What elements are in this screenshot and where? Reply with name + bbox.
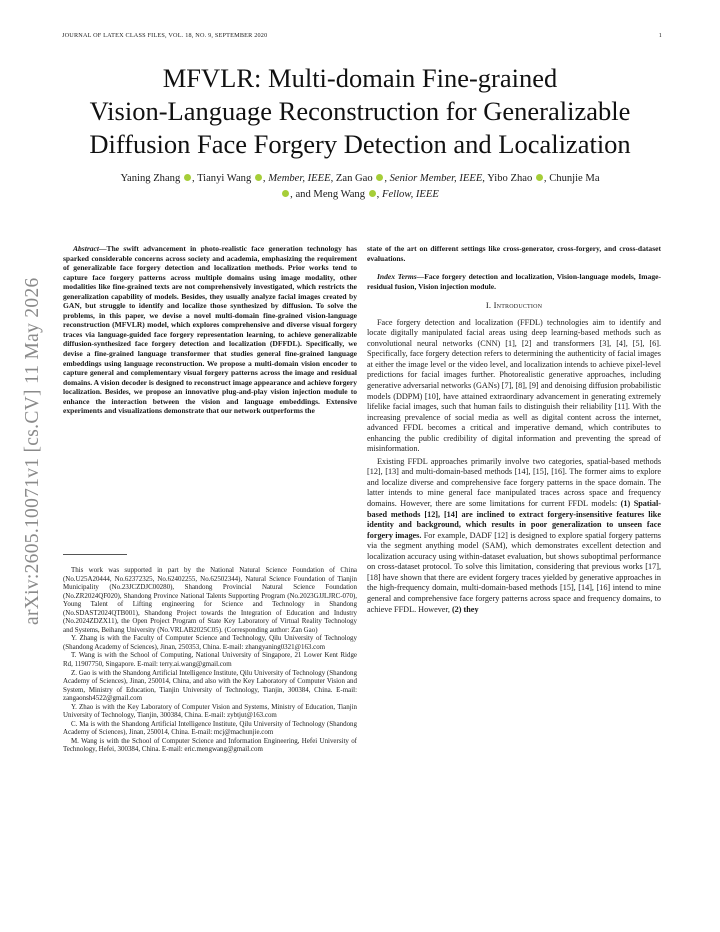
affiliation-note: Z. Gao is with the Shandong Artificial Intelligence Institute, Qilu University of Technology (Shandong Academy of Sciences), Jinan, 250014, China, and also with the Key Laboratory of Computer Vision and System, Ministry of Education, Tianjin University of Technology, Tianjin, 300384, China. E-mail: zangaonsh4522@gmail.com (63, 668, 357, 703)
author-list (90, 171, 630, 202)
intro-paragraph: Existing FFDL approaches primarily involve two categories, spatial-based methods [12], [13] and multi-domain-based methods [14], [15], [16]. The former aims to explore and localize diverse and comprehensive face forgery patterns in the space domain. The latter intends to mine general face manipulated traces across space and frequency domains. However, there are some limitations for current FFDL models: (1) Spatial-based methods [12], [14] are inclined to extract forgery-insensitive features like identity and background, which results in poor generalization to unseen face forgery images. For example, DADF [12] is designed to explore spatial forgery patterns via the segment anything model (SAM), which demonstrates excellent detection and localization accuracy using within-dataset evaluation, but shows suboptimal performance on cross-dataset protocol. To solve this limitation, considering that previous works [17], [18] have shown that there are evident forgery traces yielded by generative approaches in the high-frequency domain, multi-domain-based methods [15], [14], [16] intend to mine general and comprehensive face forgery patterns across space and frequency domains, to achieve FFDL. However, (2) they (367, 456, 661, 614)
footnote-divider (63, 554, 127, 555)
footnotes (63, 566, 357, 754)
abstract-label: Abstract (73, 244, 99, 253)
author: Zan Gao , Senior Member, IEEE, (335, 173, 485, 184)
title-line-3: Diffusion Face Forgery Detection and Localization (89, 129, 631, 159)
running-head (62, 32, 662, 44)
orcid-icon[interactable] (536, 174, 543, 181)
abstract-continuation: state of the art on different settings like cross-generator, cross-forgery, and cross-dataset evaluations. (367, 244, 661, 263)
left-column (63, 244, 357, 416)
title-line-2: Vision-Language Reconstruction for Generalizable (89, 96, 631, 126)
affiliation-note: Y. Zhang is with the Faculty of Computer Science and Technology, Qilu University of Technology (Shandong Academy of Sciences), Jinan, 250353, China. E-mail: zhangyaning0321@163.com (63, 634, 357, 651)
author: Tianyi Wang , Member, IEEE, (197, 173, 334, 184)
orcid-icon[interactable] (369, 190, 376, 197)
author: , and Meng Wang , Fellow, IEEE (281, 189, 439, 200)
author: Chunjie Ma (549, 173, 600, 184)
orcid-icon[interactable] (255, 174, 262, 181)
affiliation-note: M. Wang is with the School of Computer Science and Information Engineering, Hefei University of Technology, Hefei, 300384, China. E-mail: eric.mengwang@gmail.com (63, 736, 357, 754)
section-heading (367, 300, 661, 311)
author: Yibo Zhao , (487, 173, 547, 184)
funding-note: This work was supported in part by the National Natural Science Foundation of China (No.U25A20444, No.62372325, No.62402255, No.62502344), Natural Science Foundation of Tianjin Municipality (No.23JCZDJC00280), Shandong Provincial Natural Science Foundation (No.ZR2024QF020), Shandong Province National Talents Supporting Program (No.2023GJJLJRC-070), Young Talent of Lifting engineering for Science and Technology in Shandong (No.SDAST2024QTB001), Shandong Project towards the Integration of Education and Industry (No.2024ZDZX11), the Open Project Program of State Key Laboratory of Virtual Reality Technology and Systems, Beihang University (No.VRLAB2025C05). (Corresponding author: Zan Gao) (63, 566, 357, 634)
abstract (63, 244, 357, 416)
affiliation-note: C. Ma is with the Shandong Artificial Intelligence Institute, Qilu University of Technology (Shandong Academy of Sciences), Jinan, 250014, China. E-mail: mcj@machunjie.com (63, 719, 357, 737)
index-terms (367, 272, 661, 291)
orcid-icon[interactable] (282, 190, 289, 197)
limitation-1: (1) Spatial-based methods [12], [14] are inclined to extract forgery-insensitive features like identity and background, which results in poor generalization to unseen face forgery images. (367, 499, 661, 540)
title-line-1: MFVLR: Multi-domain Fine-grained (162, 63, 558, 93)
abstract-text: —The swift advancement in photo-realistic face generation technology has sparked considerable concerns across society and academia, emphasizing the requirement of generalizable face forgery detection and localization methods. Prior works tend to capture face forgery patterns across multiple domains using image modality, other modalities like fine-grained texts are not comprehensively investigated, which restricts the generalization capability of models. Besides, they usually analyze facial images created by GAN, but struggle to identify and localize those synthesized by diffusion. To solve the problems, in this paper, we devise a novel multi-domain fine-grained vision-language reconstruction (MFVLR) model, which explores comprehensive and diverse visual forgery traces via language-guided face forgery representation learning, to achieve generalizable diffusion-synthesized face forgery detection and localization (DFFDL). Specifically, we devise a fine-grained language transformer that studies general fine-grained language embeddings using language reconstruction. We propose a multi-domain vision encoder to capture general and complementary visual forgery patterns across the image and residual domains. A vision decoder is designed to reconstruct image appearance and achieve forgery localization. Besides, we propose an innovative plug-and-play vision injection module to enhance the interaction between the vision and language embeddings. Extensive experiments and visualizations demonstrate that our network outperforms the (63, 244, 357, 416)
affiliation-note: T. Wang is with the School of Computing, National University of Singapore, 21 Lower Kent Ridge Rd, 11907750, Singapore. E-mail: terry.ai.wang@gmail.com (63, 651, 357, 669)
orcid-icon[interactable] (376, 174, 383, 181)
paper-title (60, 62, 660, 161)
arxiv-id[interactable]: arXiv:2605.10071v1 [cs.CV] 11 May 2026 (22, 277, 43, 625)
intro-paragraph: Face forgery detection and localization (FFDL) technologies aim to identify and locate digitally manipulated facial areas using deep learning-based methods such as convolutional neural networks (CNN) [1], [2] and transformers [3], [4], [5], [6]. Specifically, face forgery detection refers to determining the authenticity of facial images at either the image level or the video level, and localization intends to achieve pixel-level predictions for facial images further. Photorealistic generative approaches, including generative adversarial networks (GANs) [7], [8], [9] and denoising diffusion probabilistic models (DDPM) [10], have attained extraordinary advancement in generating extremely lifelike facial images, such that human fails to distinguish their reliability [11]. With the increasing prevalence of social media as well as digital content across the internet, advanced FFDL becomes a critical and imperative demand, which contributes to enhancing the public credibility of digital information and preventing the spread of misinformation. (367, 317, 661, 454)
page-number: 1 (658, 32, 662, 39)
index-terms-text: —Face forgery detection and localization, Vision-language models, Image-residual fusion, Vision injection module. (367, 272, 661, 291)
index-terms-label: Index Terms (377, 272, 417, 282)
limitation-2: (2) they (451, 604, 479, 614)
author: Yaning Zhang , (120, 173, 195, 184)
arxiv-stamp (22, 245, 44, 625)
affiliation-note: Y. Zhao is with the Key Laboratory of Computer Vision and Systems, Ministry of Education, Tianjin University of Technology, Tianjin, 300384, China. E-mail: zybtjut@163.com (63, 702, 357, 720)
section-number: I. (485, 300, 492, 311)
orcid-icon[interactable] (184, 174, 191, 181)
section-title: Introduction (493, 300, 543, 311)
right-column (367, 244, 661, 615)
journal-name: JOURNAL OF LATEX CLASS FILES, VOL. 18, NO. 9, SEPTEMBER 2020 (62, 32, 268, 39)
